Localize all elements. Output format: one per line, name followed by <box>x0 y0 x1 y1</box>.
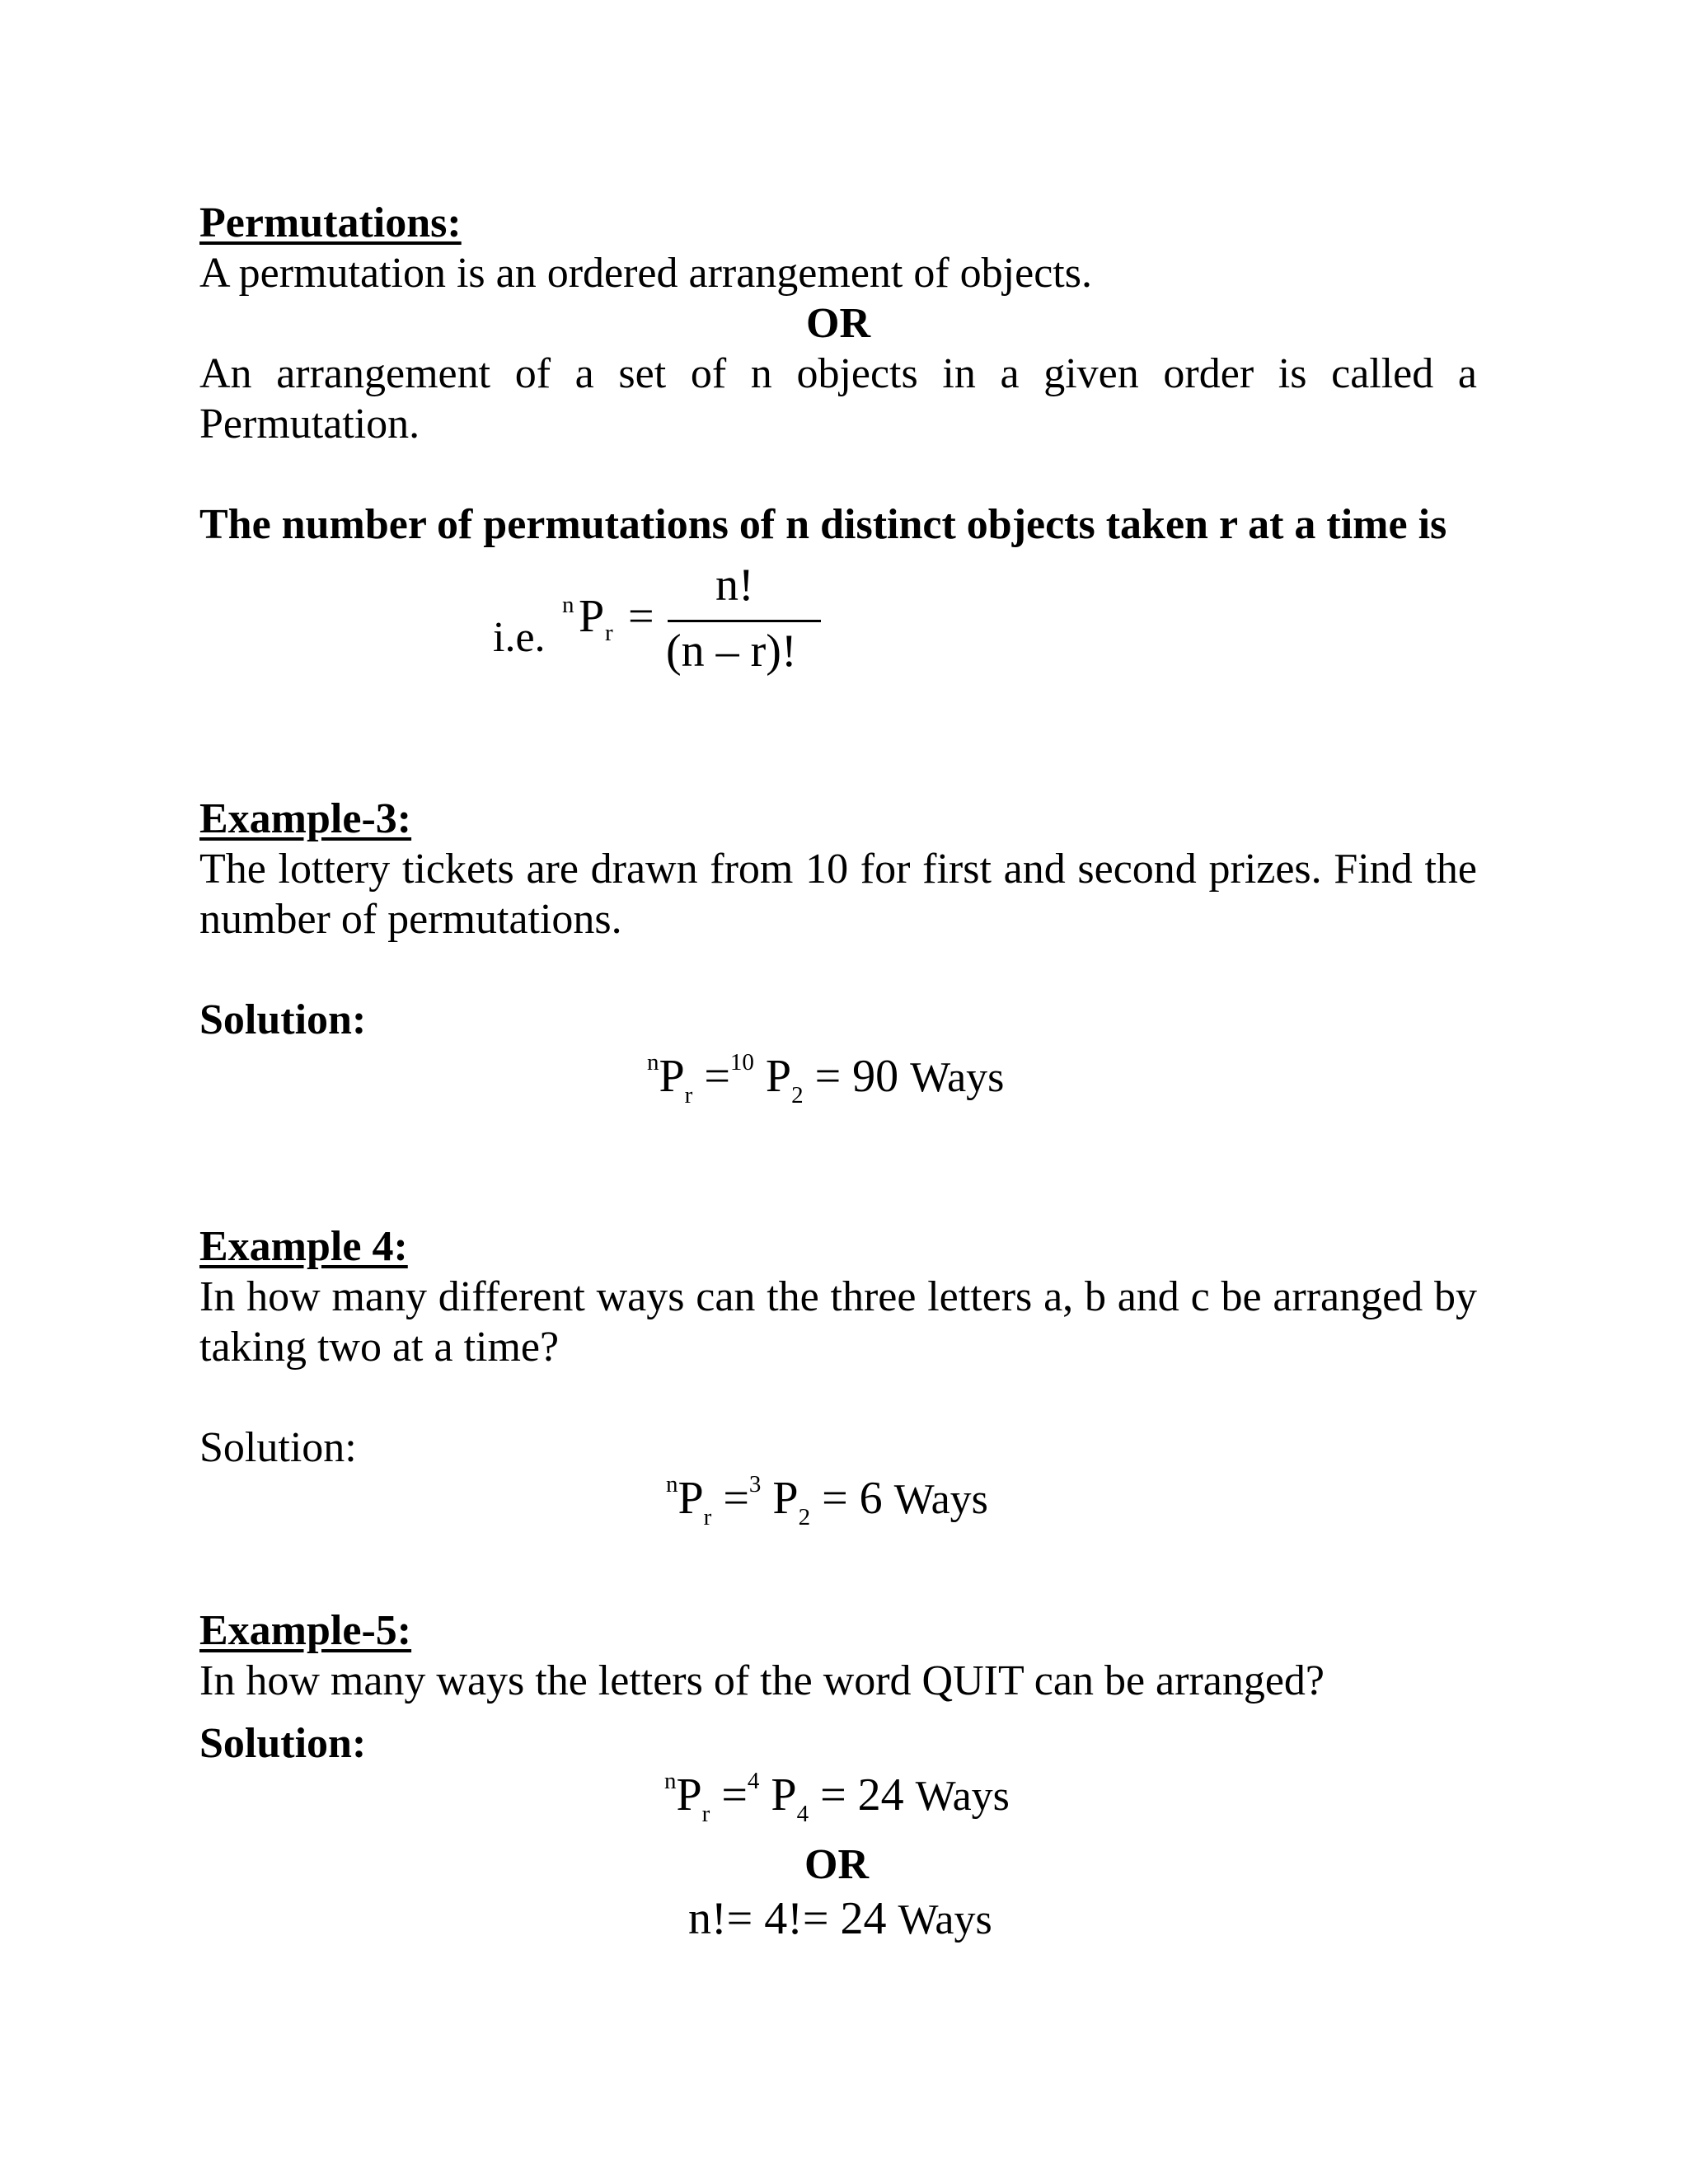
example5-equation <box>664 1768 1010 1827</box>
r-subscript: r <box>684 1082 693 1108</box>
p-symbol: P <box>765 1051 792 1102</box>
ways-label: Ways <box>910 1054 1005 1101</box>
p-symbol: P <box>771 1769 797 1821</box>
factorial-expression: n!= 4!= 24 <box>688 1893 887 1944</box>
example5-text: In how many ways the letters of the word QUIT can be arranged? <box>199 1657 1325 1704</box>
p-symbol: P <box>676 1769 702 1821</box>
example3-solution-label: Solution: <box>199 996 367 1043</box>
example5-heading: Example-5: <box>199 1607 412 1654</box>
n-superscript: n <box>562 592 574 618</box>
or-separator: OR <box>806 300 870 347</box>
equals-sign: = <box>721 1769 748 1821</box>
equals-sign: = <box>704 1051 730 1102</box>
ways-label: Ways <box>898 1896 992 1943</box>
ways-label: Ways <box>915 1773 1010 1820</box>
three-superscript: 3 <box>748 1471 762 1497</box>
p-symbol: P <box>772 1473 799 1524</box>
example4-heading: Example 4: <box>199 1223 408 1270</box>
two-subscript: 2 <box>791 1082 804 1108</box>
example5-solution-label: Solution: <box>199 1720 367 1767</box>
n-superscript: n <box>666 1471 678 1497</box>
fraction-numerator: n! <box>715 560 754 611</box>
example3-heading: Example-3: <box>199 795 412 842</box>
or-separator-2: OR <box>804 1841 869 1888</box>
ie-label: i.e. <box>493 614 546 661</box>
r-subscript: r <box>605 620 613 646</box>
example3-text: The lottery tickets are drawn from 10 for first and second prizes. Find the number of permutations. <box>199 846 1477 943</box>
ten-superscript: 10 <box>729 1049 754 1076</box>
p-symbol: P <box>579 591 605 642</box>
equals-sign: = <box>723 1473 749 1524</box>
result: = 6 <box>822 1473 883 1524</box>
result: = 90 <box>814 1051 899 1102</box>
r-subscript: r <box>701 1801 710 1827</box>
example3-equation <box>647 1049 1005 1108</box>
fraction-denominator: (n – r)! <box>666 626 797 677</box>
fraction-bar <box>668 620 821 622</box>
permutations-heading: Permutations: <box>199 199 462 246</box>
example5-alt-equation <box>688 1893 992 1944</box>
result: = 24 <box>820 1769 904 1821</box>
ways-label: Ways <box>893 1476 988 1523</box>
permutation-alt-definition: An arrangement of a set of n objects in a given order is called a Permutation. <box>199 350 1477 448</box>
r-subscript: r <box>703 1504 712 1530</box>
n-superscript: n <box>647 1049 659 1076</box>
example4-solution-label: Solution: <box>199 1424 357 1471</box>
four-superscript: 4 <box>747 1768 760 1794</box>
four-subscript: 4 <box>796 1801 809 1827</box>
p-symbol: P <box>678 1473 704 1524</box>
permutation-definition: A permutation is an ordered arrangement of objects. <box>199 250 1092 297</box>
p-symbol: P <box>659 1051 685 1102</box>
n-superscript: n <box>664 1768 677 1794</box>
equals-sign: = <box>628 591 654 642</box>
example4-text: In how many different ways can the three letters a, b and c be arranged by taking two at a time? <box>199 1273 1477 1371</box>
example4-equation <box>666 1471 988 1530</box>
two-subscript: 2 <box>798 1504 811 1530</box>
formula-intro: The number of permutations of n distinct objects taken r at a time is <box>199 501 1447 548</box>
